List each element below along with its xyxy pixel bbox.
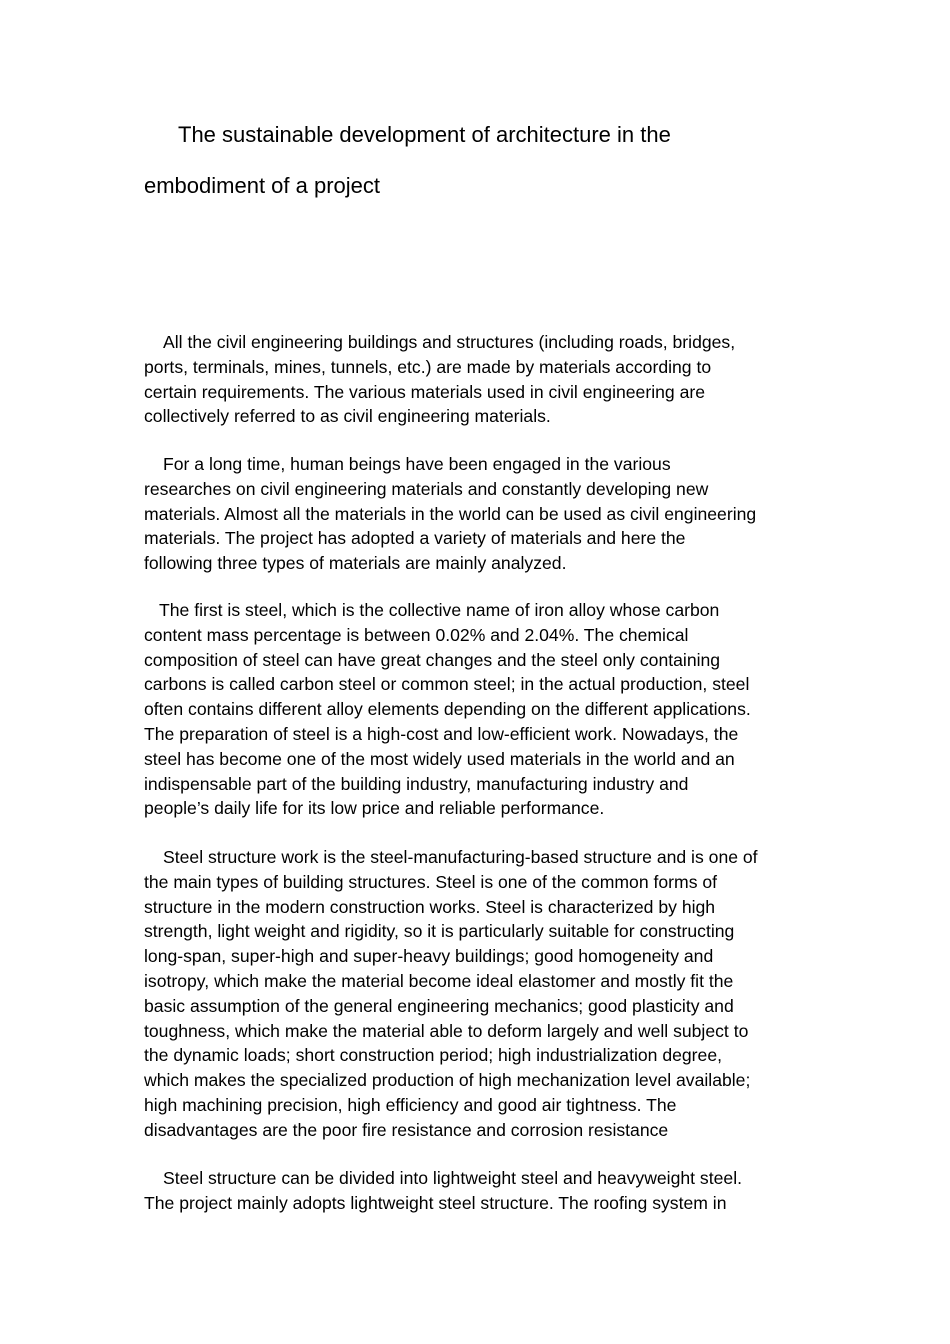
paragraph-line: collectively referred to as civil engineering materials. [144,406,551,427]
paragraph-line: composition of steel can have great changes and the steel only containing [144,649,721,670]
paragraph-steel-structure-types [144,1166,816,1216]
paragraph-line: strength, light weight and rigidity, so it is particularly suitable for constructing [144,921,735,942]
paragraph-line: For a long time, human beings have been engaged in the various [163,454,671,474]
paragraph-line: The first is steel, which is the collective name of iron alloy whose carbon [159,600,720,620]
paragraph-line: isotropy, which make the material become ideal elastomer and mostly fit the [144,970,734,991]
paragraph-line: The preparation of steel is a high-cost and low-efficient work. Nowadays, the [144,723,739,744]
paragraph-line: materials. Almost all the materials in the world can be used as civil engineering [144,503,757,524]
paragraph-line: The project mainly adopts lightweight steel structure. The roofing system in [144,1192,727,1213]
paragraph-civil-engineering-materials [144,330,816,429]
paragraph-line: researches on civil engineering materials and constantly developing new [144,478,709,499]
paragraph-line: Steel structure can be divided into lightweight steel and heavyweight steel. [163,1168,742,1188]
paragraph-line: carbons is called carbon steel or common steel; in the actual production, steel [144,674,750,695]
paragraph-research-materials [144,452,816,576]
document-title-line-2: embodiment of a project [144,173,381,198]
paragraph-line: the main types of building structures. Steel is one of the common forms of [144,871,718,892]
paragraph-line: steel has become one of the most widely used materials in the world and an [144,748,735,769]
paragraph-line: content mass percentage is between 0.02% and 2.04%. The chemical [144,624,689,645]
paragraph-line: which makes the specialized production of high mechanization level available; [144,1070,751,1091]
paragraph-line: certain requirements. The various materials used in civil engineering are [144,381,705,402]
document-title-line-1: The sustainable development of architecture in the [178,122,671,147]
paragraph-line: Steel structure work is the steel-manufacturing-based structure and is one of [163,847,758,867]
paragraph-line: All the civil engineering buildings and structures (including roads, bridges, [163,332,736,352]
paragraph-line: toughness, which make the material able to deform largely and well subject to [144,1020,749,1041]
paragraph-line: long-span, super-high and super-heavy buildings; good homogeneity and [144,946,714,967]
paragraph-line: disadvantages are the poor fire resistance and corrosion resistance [144,1119,669,1140]
paragraph-line: the dynamic loads; short construction period; high industrialization degree, [144,1045,722,1066]
paragraph-line: people’s daily life for its low price and reliable performance. [144,798,605,819]
paragraph-line: often contains different alloy elements depending on the different applications. [144,699,751,720]
paragraph-line: structure in the modern construction works. Steel is characterized by high [144,896,716,917]
paragraph-steel-structure-work [144,845,816,1143]
paragraph-steel-definition [144,598,816,821]
paragraph-line: high machining precision, high efficiency and good air tightness. The [144,1094,677,1115]
paragraph-line: following three types of materials are mainly analyzed. [144,553,567,574]
paragraph-line: basic assumption of the general engineering mechanics; good plasticity and [144,995,734,1016]
paragraph-line: ports, terminals, mines, tunnels, etc.) are made by materials according to [144,356,712,377]
paragraph-line: materials. The project has adopted a variety of materials and here the [144,528,686,549]
paragraph-line: indispensable part of the building industry, manufacturing industry and [144,773,689,794]
